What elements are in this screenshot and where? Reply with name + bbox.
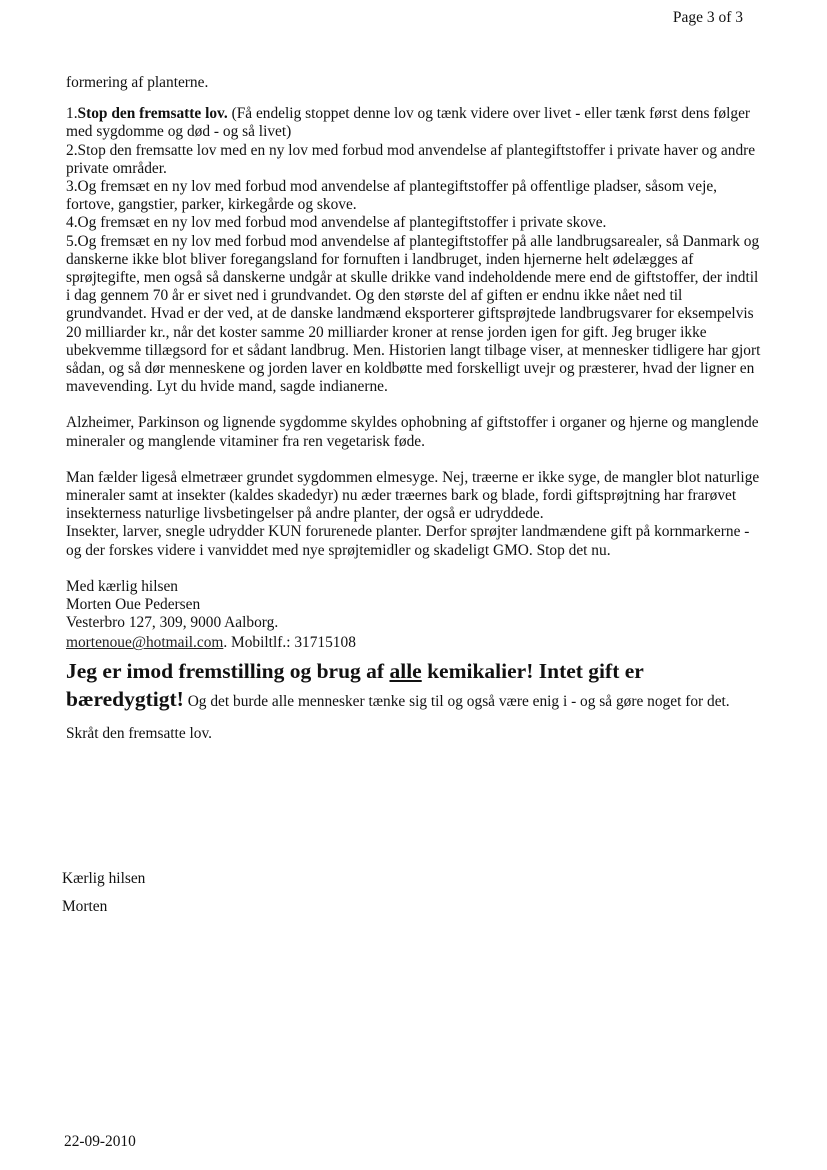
bold-statement-alle: alle (389, 658, 422, 683)
after-bold-text: Og det burde alle mennesker tænke sig til og også være enig i - og så gøre noget for det. (183, 692, 730, 710)
paragraph-insects: Insekter, larver, snegle udrydder KUN forurenede planter. Derfor sprøjter landmændene gift på kornmarkerne - og der forskes videre i vanviddet med nye sprøjtemidler og skadeligt GMO. Stop det nu. (66, 523, 750, 559)
list-item-3: 3.Og fremsæt en ny lov med forbud mod anvendelse af plantegiftstoffer på offentlige pladser, såsom veje, fortove, gangstier, parker, kirkegårde og skove. (66, 178, 718, 214)
sender-name: Morten Oue Pedersen (66, 596, 201, 614)
paragraph-alzheimer: Alzheimer, Parkinson og lignende sygdomme skyldes ophobning af giftstoffer i organer og hjerne og manglende mineraler og manglende vitaminer fra ren vegetarisk føde. (66, 414, 759, 450)
bold-statement-a: Jeg er imod fremstilling og brug af (66, 658, 390, 683)
contact-line (66, 634, 766, 652)
greeting: Med kærlig hilsen (66, 577, 179, 595)
letter-body (66, 74, 766, 743)
sender-address: Vesterbro 127, 309, 9000 Aalborg. (66, 614, 279, 632)
paragraph-elm: Man fælder ligeså elmetræer grundet sygdommen elmesyge. Nej, træerne er ikke syge, de mangler blot naturlige mineraler samt at insekter (kaldes skadedyr) nu æder træernes bark og blade, fordi giftsprøjtning har frarøvet insekterness naturlige livsbetingelser på andre planter, der også er udryddede. (66, 468, 760, 523)
bold-statement-c: bæredygtigt! (66, 686, 184, 711)
list-item-5: 5.Og fremsæt en ny lov med forbud mod anvendelse af plantegiftstoffer på alle landbrugsarealer, så Danmark og danskerne ikke blot bliver foregangsland for fornuften i landbruget, inden hjernerne helt ødelægges af sprøjtegifte, men også så danskerne undgår at skulle drikke vand indeholdende mere end de giftstoffer, der indtil i dag gennem 70 år er sivet ned i grundvandet. Og den største del af giften er endnu ikke nået ned til grundvandet. Hvad er der ved, at de danske landmænd eksporterer giftsprøjtede landbrugsvarer for eksempelvis 20 milliarder kr., når det koster samme 20 milliarder kroner at rense jorden igen for gift. Jeg bruger ikke ubekvemme tillægsord for et sådant landbrug. Men. Historien langt tilbage viser, at mennesker tidligere har gjort sådan, og så dør menneskene og jorden laver en koldbøtte med forskelligt uvejr og præsterer, hvad der ligner en mavevending. Lyt du hvide mand, sagde indianerne. (66, 232, 761, 396)
list-item-1-bold: Stop den fremsatte lov. (77, 105, 228, 123)
list-item-4: 4.Og fremsæt en ny lov med forbud mod anvendelse af plantegiftstoffer i private skove. (66, 214, 607, 232)
skraat-line: Skråt den fremsatte lov. (66, 724, 213, 742)
closing-greeting: Kærlig hilsen (62, 870, 146, 887)
bold-statement-line-2 (66, 685, 766, 716)
list-item-1-rest: (Få endelig stoppet denne lov og tænk videre over livet - eller tænk først dens følger med sygdomme og død - og så livet) (66, 105, 751, 141)
bold-statement-b: kemikalier! Intet gift er (421, 658, 644, 683)
list-item-2: 2.Stop den fremsatte lov med en ny lov med forbud mod anvendelse af plantegiftstoffer i private haver og andre private områder. (66, 141, 756, 177)
list-item-1 (66, 105, 766, 141)
phone-text: . Mobiltlf.: 31715108 (223, 634, 356, 652)
closing-name: Morten (62, 898, 108, 915)
paragraph-intro: formering af planterne. (66, 74, 209, 91)
list-number: 1. (66, 105, 78, 123)
bold-statement-line-1 (66, 657, 766, 685)
page-number: Page 3 of 3 (672, 9, 743, 26)
document-date: 22-09-2010 (64, 1133, 136, 1150)
email-link[interactable]: mortenoue@hotmail.com (66, 634, 224, 652)
